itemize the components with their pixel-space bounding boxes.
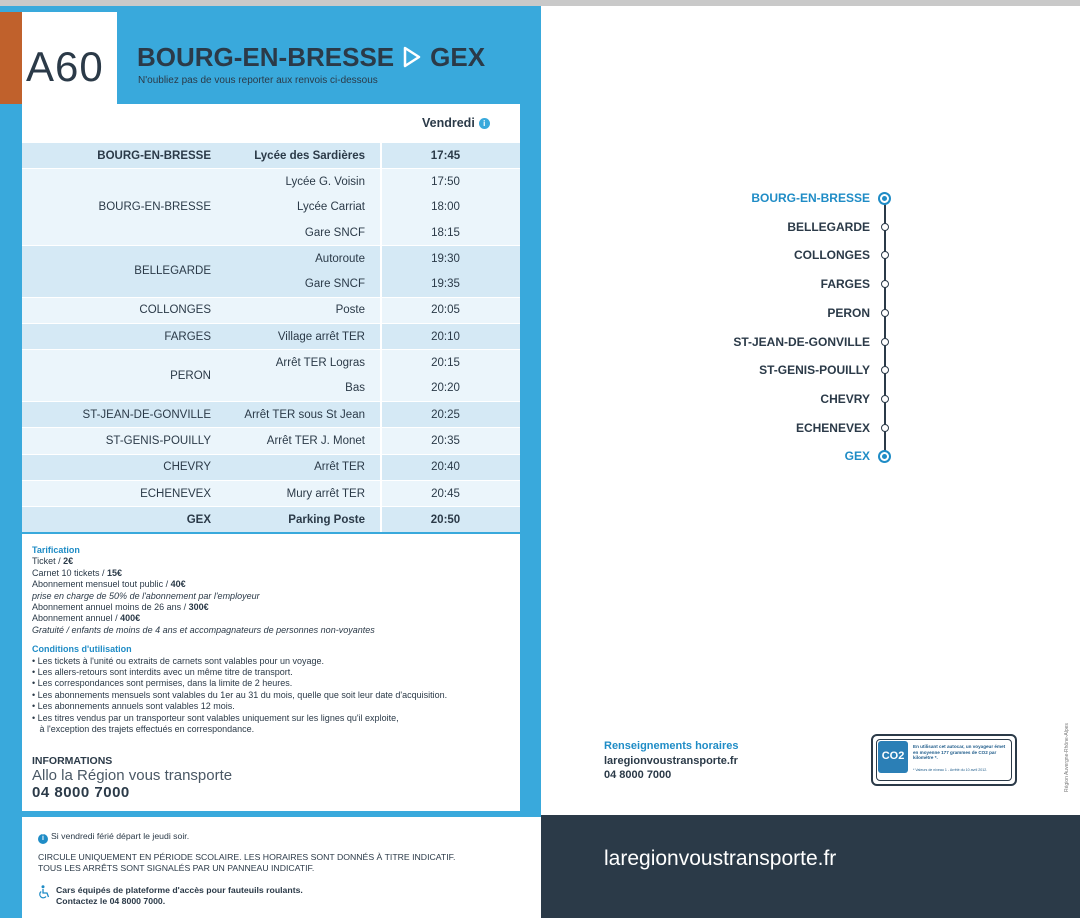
timetable-row <box>217 169 520 194</box>
wheelchair-icon <box>38 885 50 899</box>
timetable-group <box>22 245 520 297</box>
timetable-time: 20:40 <box>380 455 509 480</box>
route-stop-dot <box>881 338 889 346</box>
holiday-note: i Si vendredi férié départ le jeudi soir. <box>38 831 525 844</box>
route-stop-dot <box>881 280 889 288</box>
route-destination: GEX <box>430 42 486 72</box>
timetable-stop: Bas <box>345 382 365 395</box>
timetable-time: 19:35 <box>380 271 509 296</box>
timetable-group <box>22 480 520 506</box>
co2-text: En utilisant cet autocar, un voyageur émet en moyenne 177 grammes de CO2 par kilomètre *. <box>913 744 1006 761</box>
condition-item: • Les abonnements mensuels sont valables du 1er au 31 du mois, quelle que soit leur date d'acquisition. <box>32 689 448 700</box>
footer-notes <box>22 817 541 918</box>
timetable-stop: Village arrêt TER <box>277 330 365 343</box>
timetable-row <box>217 350 520 375</box>
school-note-2: TOUS LES ARRÊTS SONT SIGNALÉS PAR UN PANNEAU INDICATIF. <box>38 862 315 873</box>
timetable-stop: Arrêt TER sous St Jean <box>244 408 365 421</box>
timetable-row <box>217 220 520 245</box>
timetable-time: 20:20 <box>380 376 509 401</box>
renseignements-title: Renseignements horaires <box>604 740 739 752</box>
timetable-stop: Arrêt TER J. Monet <box>266 434 365 447</box>
timetable-row <box>217 271 520 296</box>
route-line <box>884 198 886 456</box>
timetable-group <box>22 142 520 168</box>
timetable-city: ST-GENIS-POUILLY <box>105 434 211 447</box>
timetable-row <box>217 455 520 480</box>
line-code: A60 <box>26 43 104 90</box>
bottom-website[interactable]: laregionvoustransporte.fr <box>604 847 837 870</box>
timetable-time: 20:35 <box>380 428 509 453</box>
renseignements-site[interactable]: laregionvoustransporte.fr <box>604 754 738 767</box>
info-icon: i <box>38 834 48 844</box>
timetable-stop: Lycée des Sardières <box>254 149 365 162</box>
route-origin: BOURG-EN-BRESSE <box>137 42 395 72</box>
route-stop-label: GEX <box>844 449 870 464</box>
conditions-title: Conditions d'utilisation <box>32 644 132 655</box>
condition-item: • Les tickets à l'unité ou extraits de carnets sont valables pour un voyage. <box>32 655 325 666</box>
co2-badge-icon: CO2 <box>878 741 908 773</box>
timetable-row <box>217 195 520 220</box>
direction-arrow-icon <box>402 46 422 68</box>
route-stop-label: ST-JEAN-DE-GONVILLE <box>733 334 870 349</box>
timetable-header <box>22 104 520 142</box>
timetable-stop: Parking Poste <box>288 513 365 526</box>
timetable-time: 20:10 <box>380 324 509 349</box>
accessibility-note <box>38 885 525 906</box>
timetable-group <box>22 454 520 480</box>
route-stop-label: BOURG-EN-BRESSE <box>751 191 870 205</box>
timetable-row <box>217 246 520 271</box>
timetable-stop: Autoroute <box>315 252 365 265</box>
route-stop-label: ST-GENIS-POUILLY <box>759 363 870 378</box>
tarif-carnet: Carnet 10 tickets / 15€ <box>32 567 123 578</box>
accessibility-line-1: Cars équipés de plateforme d'accès pour fauteuils roulants. <box>56 885 303 895</box>
co2-label <box>871 734 1017 786</box>
timetable-time: 17:50 <box>380 169 509 194</box>
timetable-group <box>22 427 520 453</box>
timetable-stop: Arrêt TER Logras <box>275 357 365 370</box>
tarif-mensuel-note: prise en charge de 50% de l'abonnement par l'employeur <box>32 590 260 601</box>
route-stop-dot <box>881 424 889 432</box>
condition-item: • Les titres vendus par un transporteur sont valables uniquement sur les lignes qu'il exploite, <box>32 712 399 723</box>
timetable-time: 20:45 <box>380 481 509 506</box>
timetable-stop: Poste <box>335 304 365 317</box>
accessibility-line-2: Contactez le 04 8000 7000. <box>56 895 166 906</box>
timetable-time: 20:25 <box>380 402 509 427</box>
route-stop-label: COLLONGES <box>793 248 870 263</box>
route-stop-dot <box>881 309 889 317</box>
timetable-time: 18:00 <box>380 195 509 220</box>
route-stop-label: ECHENEVEX <box>795 420 870 435</box>
left-panel <box>0 6 541 918</box>
timetable-city: BOURG-EN-BRESSE <box>98 201 211 214</box>
timetable-row <box>217 428 520 453</box>
timetable-time: 19:30 <box>380 246 509 271</box>
condition-item: à l'exception des trajets effectués en correspondance. <box>32 724 255 735</box>
tarification-box <box>22 534 520 811</box>
condition-item: • Les correspondances sont permises, dans la limite de 2 heures. <box>32 678 293 689</box>
timetable-time: 18:15 <box>380 220 509 245</box>
timetable-city: CHEVRY <box>163 461 211 474</box>
route-stop-label: FARGES <box>820 277 870 292</box>
timetable-stop: Gare SNCF <box>304 226 365 239</box>
route-stop-dot <box>881 223 889 231</box>
route-stop-label: PERON <box>827 305 870 320</box>
timetable-row <box>217 298 520 323</box>
route-subtitle: N'oubliez pas de vous reporter aux renvois ci-dessous <box>138 75 378 86</box>
timetable-city: BOURG-EN-BRESSE <box>97 149 211 162</box>
info-icon: i <box>479 118 490 129</box>
tarif-gratuite: Gratuité / enfants de moins de 4 ans et accompagnateurs de personnes non-voyantes <box>32 624 375 635</box>
timetable-city: PERON <box>170 369 211 382</box>
tarif-ticket: Ticket / 2€ <box>32 556 74 567</box>
co2-note: * Valeurs de niveau 1 - Arrêté du 10 avril 2012. <box>913 768 988 772</box>
timetable-time: 20:15 <box>380 350 509 375</box>
renseignements-phone[interactable]: 04 8000 7000 <box>604 769 672 781</box>
timetable-group <box>22 506 520 532</box>
line-code-accent <box>0 12 22 104</box>
timetable-stop: Arrêt TER <box>314 461 365 474</box>
timetable-group <box>22 401 520 427</box>
route-stop-dot <box>881 366 889 374</box>
timetable-city: ST-JEAN-DE-GONVILLE <box>82 408 211 421</box>
timetable-time: 17:45 <box>380 143 509 168</box>
timetable-stop: Lycée Carriat <box>297 201 365 214</box>
timetable-group <box>22 168 520 245</box>
timetable-group <box>22 323 520 349</box>
informations-label: INFORMATIONS <box>32 755 113 767</box>
timetable-body <box>22 142 520 532</box>
timetable <box>22 104 520 532</box>
day-label: Vendredi <box>422 116 475 130</box>
school-note-1: CIRCULE UNIQUEMENT EN PÉRIODE SCOLAIRE. LES HORAIRES SONT DONNÉS À TITRE INDICATIF. <box>38 852 456 862</box>
timetable-city: GEX <box>186 513 211 526</box>
timetable-row <box>217 324 520 349</box>
informations-phone[interactable]: 04 8000 7000 <box>32 784 130 801</box>
route-title <box>137 44 485 70</box>
route-terminus-dot <box>878 450 891 463</box>
timetable-time: 20:05 <box>380 298 509 323</box>
route-terminus-dot <box>878 192 891 205</box>
timetable-group <box>22 349 520 401</box>
condition-item: • Les allers-retours sont interdits avec un même titre de transport. <box>32 667 293 678</box>
timetable-row <box>217 402 520 427</box>
timetable-city: BELLEGARDE <box>134 265 211 278</box>
tarification-title: Tarification <box>32 545 80 555</box>
timetable-stop: Gare SNCF <box>304 278 365 291</box>
timetable-row <box>217 507 520 532</box>
route-stop-label: BELLEGARDE <box>787 219 870 234</box>
vertical-credit: Région Auvergne-Rhône-Alpes <box>1064 723 1070 792</box>
tarif-annuel: Abonnement annuel / 400€ <box>32 613 141 624</box>
renseignements <box>604 739 739 783</box>
timetable-stop: Mury arrêt TER <box>286 487 365 500</box>
timetable-city: ECHENEVEX <box>140 487 211 500</box>
tarif-mensuel: Abonnement mensuel tout public / 40€ <box>32 579 186 590</box>
timetable-time: 20:50 <box>380 507 509 532</box>
tarif-annuel-26: Abonnement annuel moins de 26 ans / 300€ <box>32 602 209 613</box>
informations-allo: Allo la Région vous transporte <box>32 767 233 784</box>
timetable-group <box>22 297 520 323</box>
condition-item: • Les abonnements annuels sont valables 12 mois. <box>32 701 235 712</box>
route-stop-dot <box>881 395 889 403</box>
timetable-row <box>217 376 520 401</box>
timetable-row <box>217 143 520 168</box>
route-stop-label: CHEVRY <box>820 391 870 406</box>
bottom-bar <box>541 815 1080 918</box>
timetable-row <box>217 481 520 506</box>
route-stop-dot <box>881 251 889 259</box>
timetable-city: FARGES <box>164 330 211 343</box>
timetable-city: COLLONGES <box>139 304 211 317</box>
timetable-stop: Lycée G. Voisin <box>285 175 365 188</box>
